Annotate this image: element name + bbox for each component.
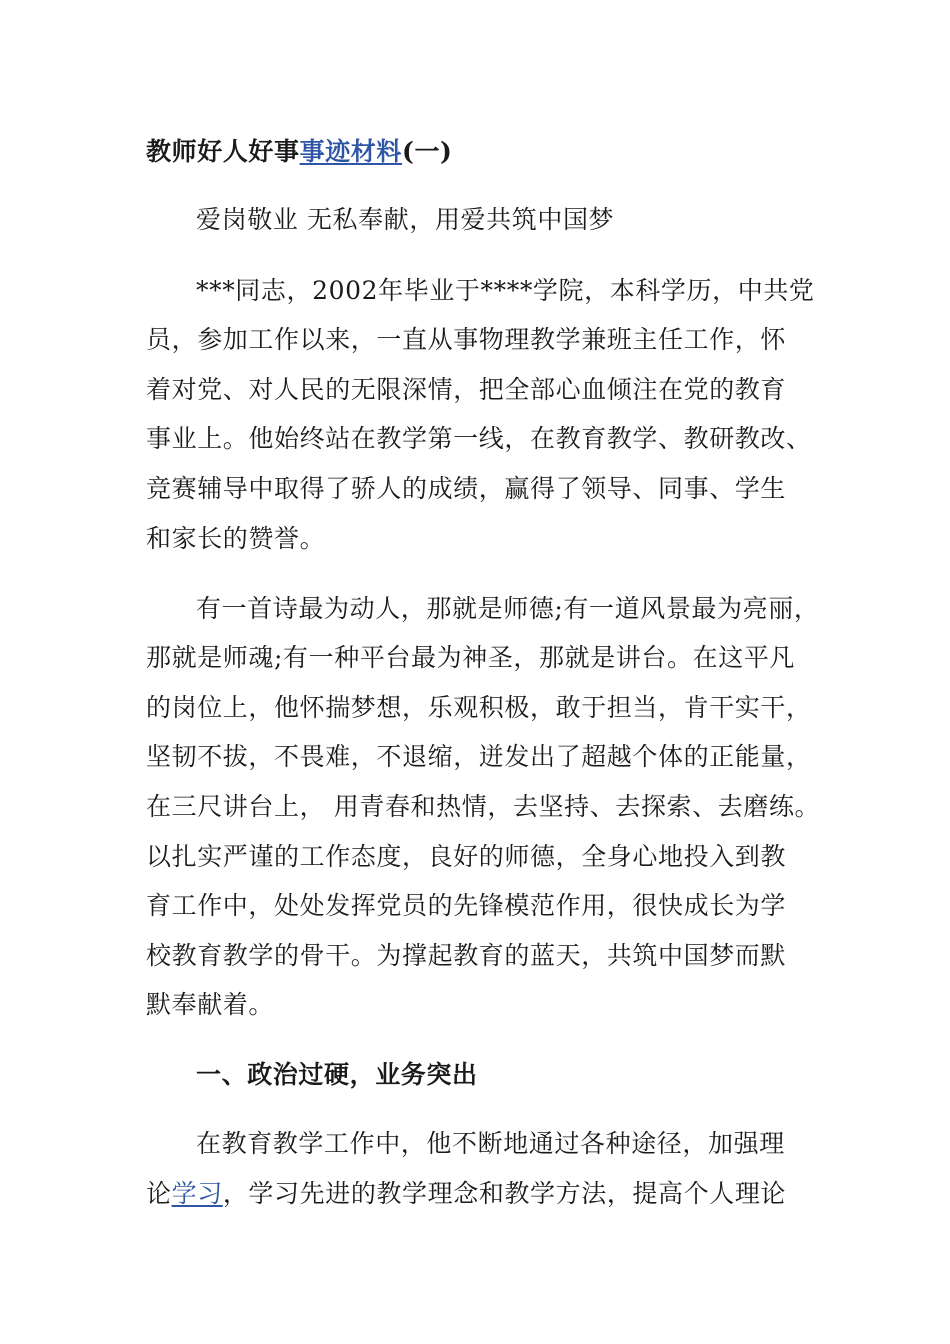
paragraph2-line: 那就是师魂;有一种平台最为神圣，那就是讲台。在这平凡 xyxy=(146,643,796,672)
study-link[interactable]: 学习 xyxy=(171,1179,223,1208)
paragraph1-line: 着对党、对人民的无限深情，把全部心血倾注在党的教育 xyxy=(146,375,787,404)
paragraph2-line: 在三尺讲台上， 用青春和热情，去坚持、去探索、去磨练。 xyxy=(146,792,821,821)
paragraph2-line: 育工作中，处处发挥党员的先锋模范作用，很快成长为学 xyxy=(146,891,787,920)
paragraph1-line: 竞赛辅导中取得了骄人的成绩，赢得了领导、同事、学生 xyxy=(146,474,787,503)
paragraph2-line: 有一首诗最为动人，那就是师德;有一道风景最为亮丽， xyxy=(196,594,820,623)
paragraph1-line: 员，参加工作以来，一直从事物理教学兼班主任工作，怀 xyxy=(146,325,787,354)
paragraph1-line: 事业上。他始终站在教学第一线，在教育教学、教研教改、 xyxy=(146,424,812,453)
paragraph2-line: 以扎实严谨的工作态度，良好的师德，全身心地投入到教 xyxy=(146,842,787,871)
section1-line xyxy=(146,1177,786,1211)
section1-heading: 一、政治过硬，业务突出 xyxy=(196,1060,478,1089)
paragraph2-line: 坚韧不拔，不畏难，不退缩，迸发出了超越个体的正能量， xyxy=(146,742,812,771)
section1-line2-prefix: 论 xyxy=(146,1179,172,1208)
paragraph1-line: ***同志，2002年毕业于****学院，本科学历，中共党 xyxy=(196,276,815,305)
document-title xyxy=(146,135,452,169)
paragraph2-line: 的岗位上，他怀揣梦想，乐观积极，敢于担当，肯干实干， xyxy=(146,693,812,722)
paragraph1-line: 和家长的赞誉。 xyxy=(146,524,326,553)
subtitle: 爱岗敬业 无私奉献，用爱共筑中国梦 xyxy=(196,205,615,234)
section1-line2-suffix: ，学习先进的教学理念和教学方法，提高个人理论 xyxy=(222,1179,787,1208)
paragraph2-line: 默奉献着。 xyxy=(146,990,275,1019)
title-suffix: (一) xyxy=(402,137,453,166)
section1-line: 在教育教学工作中，他不断地通过各种途径，加强理 xyxy=(196,1129,785,1158)
title-prefix: 教师好人好事 xyxy=(146,137,300,166)
title-link-deeds-material[interactable]: 事迹材料 xyxy=(299,137,403,166)
paragraph2-line: 校教育教学的骨干。为撑起教育的蓝天，共筑中国梦而默 xyxy=(146,941,787,970)
